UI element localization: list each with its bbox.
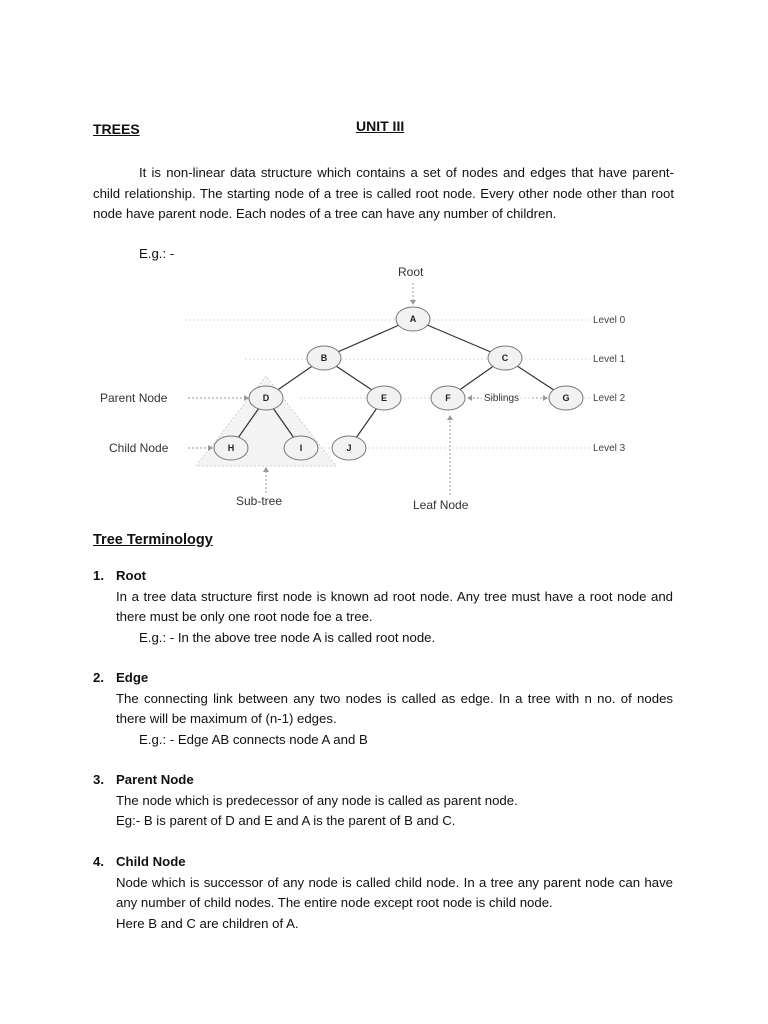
term-title: Edge (116, 670, 149, 685)
node-label-J: J (346, 443, 352, 453)
node-label-F: F (445, 393, 451, 403)
leaf-node-annotation: Leaf Node (413, 498, 469, 512)
level-3-label: Level 3 (593, 443, 626, 454)
level-2-label: Level 2 (593, 393, 626, 404)
term-example: E.g.: - Edge AB connects node A and B (139, 731, 368, 747)
term-example: Here B and C are children of A. (116, 915, 299, 931)
siblings-annotation: Siblings (484, 393, 520, 404)
subtree-annotation: Sub-tree (236, 494, 283, 508)
term-root (93, 566, 673, 648)
term-body: In a tree data structure first node is known ad root node. Any tree must have a root node and there must be only one root node foe a tree. (116, 588, 673, 625)
term-heading (93, 668, 673, 689)
node-label-B: B (320, 353, 328, 363)
term-example: Eg:- B is parent of D and E and A is the parent of B and C. (116, 813, 456, 829)
term-example: E.g.: - In the above tree node A is called root node. (139, 629, 436, 645)
node-label-H: H (227, 443, 235, 453)
level-1-label: Level 1 (593, 354, 626, 365)
child-node-annotation: Child Node (109, 441, 169, 455)
term-number: 1. (93, 568, 104, 583)
term-number: 3. (93, 772, 104, 787)
term-body: The node which is predecessor of any node is called as parent node. (116, 792, 518, 808)
term-child-node (93, 852, 673, 934)
term-body: The connecting link between any two nodes is called as edge. In a tree with n no. of nodes there will be maximum of (n-1) edges. (116, 690, 673, 727)
tree-diagram (90, 258, 680, 518)
term-number: 4. (93, 854, 104, 869)
node-label-D: D (262, 393, 270, 403)
node-label-I: I (299, 443, 303, 453)
term-heading (93, 770, 673, 791)
level-labels (593, 315, 626, 454)
root-annotation: Root (398, 265, 424, 279)
term-title: Root (116, 568, 147, 583)
term-title: Parent Node (116, 772, 194, 787)
node-label-C: C (501, 353, 509, 363)
term-heading (93, 852, 673, 873)
term-body: Node which is successor of any node is called child node. In a tree any parent node can have any number of child nodes. The entire node except root node is child node. (116, 874, 673, 911)
parent-node-annotation: Parent Node (100, 391, 168, 405)
document-title-trees: TREES (93, 121, 140, 137)
intro-text: It is non-linear data structure which contains a set of nodes and edges that have parent-child relationship. The starting node of a tree is called root node. Every other node other than root node have parent node. Each nodes of a tree can have any number of children. (93, 165, 674, 222)
node-label-E: E (380, 393, 388, 403)
level-0-label: Level 0 (593, 315, 626, 326)
node-label-G: G (562, 393, 570, 403)
unit-title: UNIT III (356, 118, 405, 134)
intro-example-label: E.g.: - (139, 246, 175, 261)
section-title: Tree Terminology (93, 532, 213, 548)
term-heading (93, 566, 673, 587)
node-label-A: A (409, 314, 417, 324)
term-title: Child Node (116, 854, 186, 869)
term-edge (93, 668, 673, 750)
term-parent-node (93, 770, 673, 832)
intro-paragraph (93, 163, 674, 225)
term-number: 2. (93, 670, 104, 685)
